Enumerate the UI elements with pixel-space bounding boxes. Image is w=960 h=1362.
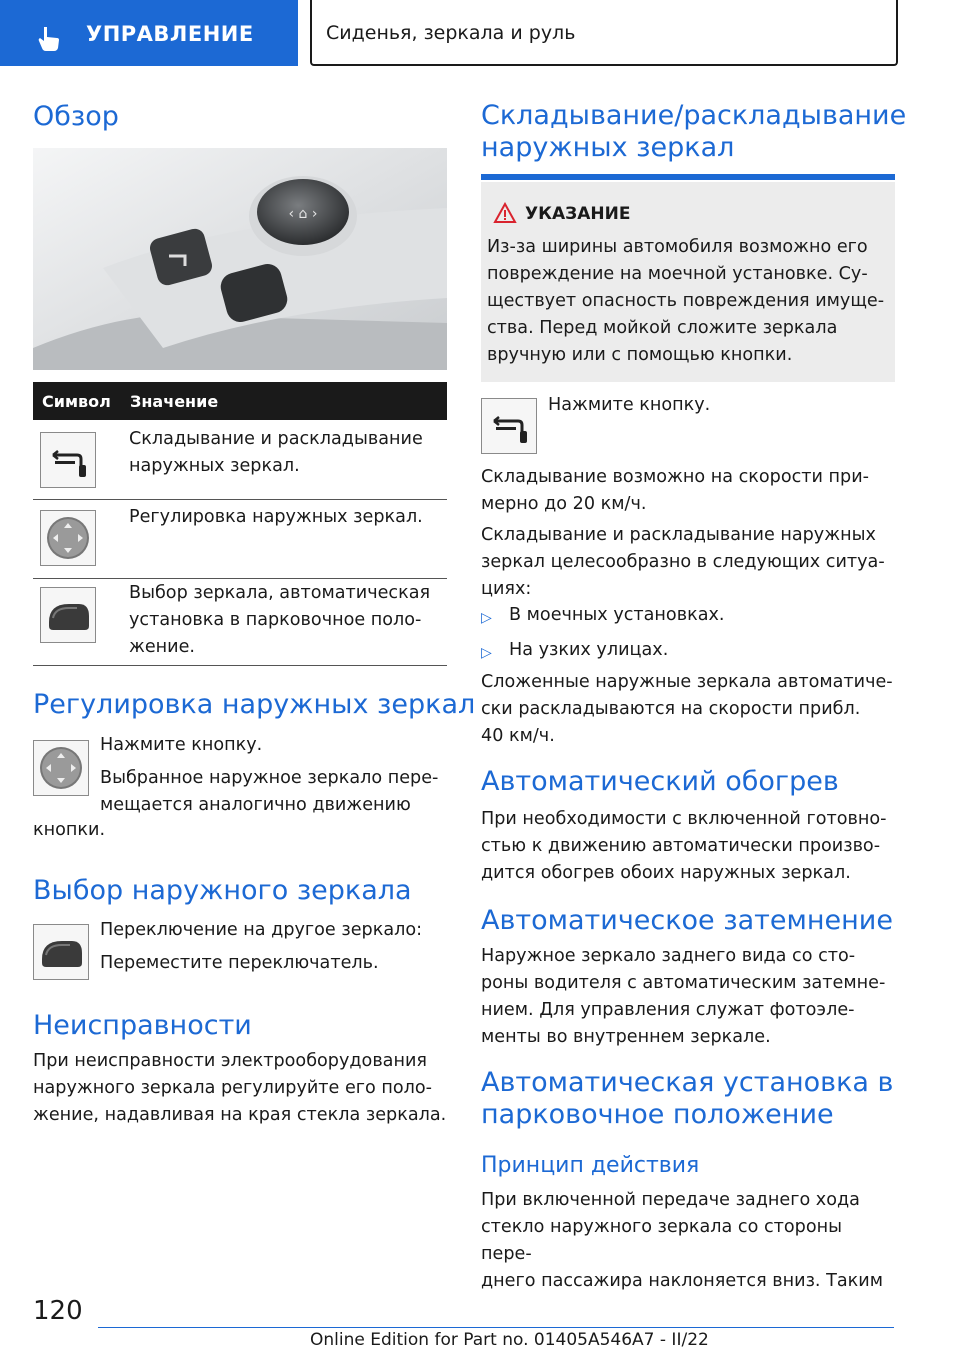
parking-subtitle: Принцип действия [481,1153,700,1178]
row-divider [33,499,447,500]
warning-triangle-icon [493,202,517,224]
mirror-adjust-icon [33,740,89,796]
malfunction-title: Неисправности [33,1010,252,1041]
symbol-table-header [33,382,447,420]
fold-speed-text: Складывание возможно на скорости при- мерно до 20 км/ч. [481,467,870,514]
warning-box [481,182,895,382]
heating-text: При необходимости с включенной готовно- стью к движению автоматически произво- дится обогрев обоих наружных зеркал. [481,809,887,883]
mirror-fold-icon [481,398,537,454]
adjust-instruction: Нажмите кнопку. [100,735,263,755]
bullet-icon: ▷ [481,610,492,626]
select-p1: Переключение на другое зеркало: [100,920,423,940]
select-title: Выбор наружного зеркала [33,875,412,906]
mirror-select-switch-icon [33,924,89,980]
fold-press-button: Нажмите кнопку. [548,395,711,415]
dimming-text: Наружное зеркало заднего вида со сто- роны водителя с автоматическим затемне- нием. Для управления служат фотоэле- менты во внутреннем зеркале. [481,946,886,1047]
fold-usage-text: Складывание и раскладывание наружных зеркал целесообразно в следующих ситуа- циях: [481,525,885,599]
adjust-description-end: кнопки. [33,820,106,840]
breadcrumb [310,0,898,66]
list-item: На узких улицах. [509,640,669,660]
mirror-fold-icon [40,432,96,488]
svg-text:‹ ⌂ ›: ‹ ⌂ › [288,206,318,222]
mirror-adjust-icon [40,510,96,566]
col-symbol: Символ [42,392,111,411]
breadcrumb-label: Сиденья, зеркала и руль [326,22,576,44]
page-header [0,0,960,66]
table-row: Выбор зеркала, автоматическая установка в парковочное поло- жение. [129,583,431,657]
fold-title: Складывание/раскладывание наружных зеркал [481,100,907,163]
edition-label: Online Edition for Part no. 01405A546A7 - II/22 [310,1330,709,1350]
bullet-icon: ▷ [481,645,492,661]
row-divider [33,665,447,666]
col-meaning: Значение [130,392,219,411]
table-row: Складывание и раскладывание наружных зеркал. [129,429,423,476]
heating-title: Автоматический обогрев [481,766,839,797]
warning-bar [481,174,895,180]
parking-title: Автоматическая установка в парковочное положение [481,1067,894,1130]
page-number: 120 [33,1296,83,1326]
row-divider [33,578,447,579]
mirror-control-photo [33,148,447,370]
adjust-description: Выбранное наружное зеркало пере- мещается аналогично движению [100,768,439,815]
select-p2: Переместите переключатель. [100,953,379,973]
adjust-title: Регулировка наружных зеркал [33,689,476,720]
footer-divider [98,1327,894,1328]
malfunction-text: При неисправности электрооборудования наружного зеркала регулируйте его поло- жение, надавливая на края стекла зеркала. [33,1051,447,1125]
warning-label: УКАЗАНИЕ [525,204,631,224]
auto-unfold-text: Сложенные наружные зеркала автоматиче- ски раскладываются на скорости прибл. 40 км/ч. [481,672,893,746]
mirror-select-switch-icon [40,587,96,643]
dimming-title: Автоматическое затемнение [481,905,893,936]
section-tab[interactable] [0,0,298,66]
parking-text: При включенной передаче заднего хода стекло наружного зеркала со стороны пере- днего пассажира наклоняется вниз. Таким [481,1190,883,1291]
list-item: В моечных установках. [509,605,725,625]
warning-text: Из-за ширины автомобиля возможно его повреждение на моечной установке. Су- ществует опасность повреждения имуще- ства. Перед мойкой сложите зеркала вручную или с помощью кнопки. [487,237,885,365]
pointing-hand-icon [38,26,60,52]
section-tab-label: УПРАВЛЕНИЕ [86,22,254,46]
table-row: Регулировка наружных зеркал. [129,507,423,527]
overview-title: Обзор [33,101,119,132]
